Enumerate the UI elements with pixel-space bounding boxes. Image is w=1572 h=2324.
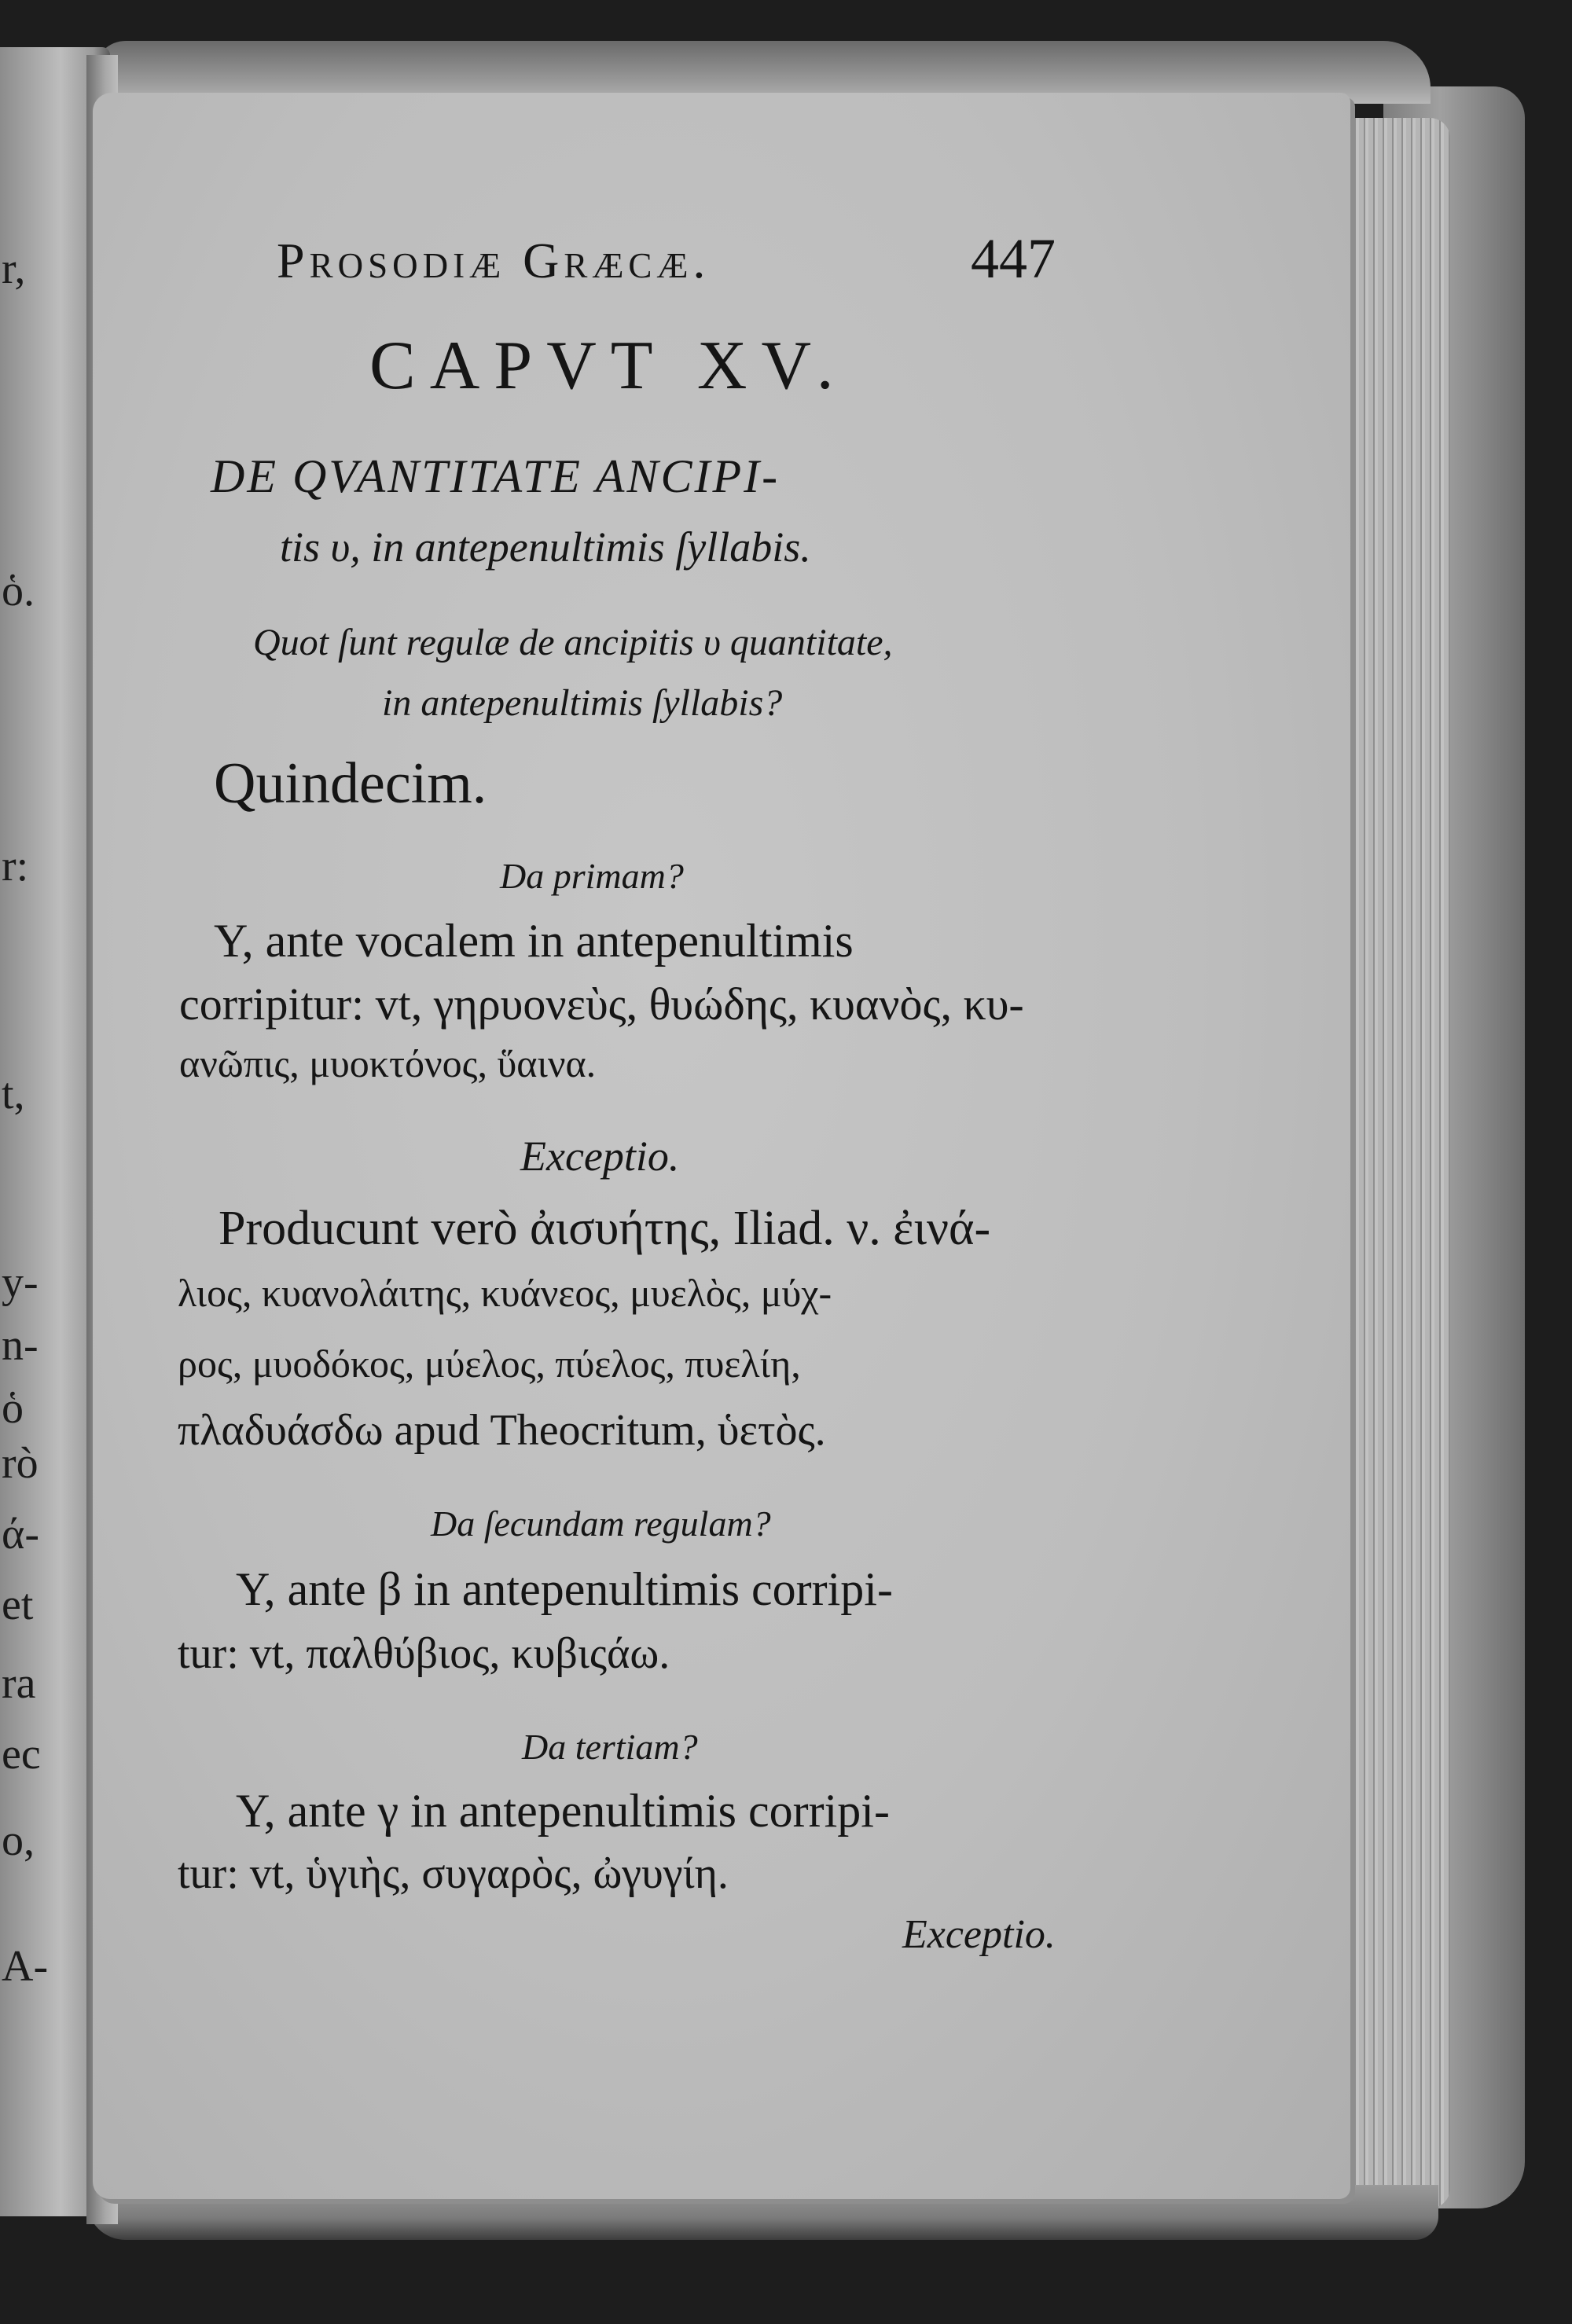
page-number: 447 — [971, 227, 1056, 290]
rule-line: tur: vt, παλθύβιος, κυβιςάω. — [178, 1629, 670, 1678]
left-page-fragment: ὁ — [2, 1384, 24, 1433]
question-line: Da tertiam? — [522, 1727, 698, 1767]
rule-line: Υ, ante vocalem in antepenultimis — [214, 915, 854, 967]
rule-line: corripitur: vt, γηρυονεὺς, θυώδης, κυανὸς, κυ- — [179, 978, 1024, 1030]
left-page-fragment: t, — [2, 1070, 25, 1118]
chapter-title: CAPVT XV. — [369, 328, 848, 404]
exception-heading: Exceptio. — [520, 1133, 680, 1180]
question-line: Da primam? — [500, 856, 684, 896]
left-page-fragment: o, — [2, 1816, 35, 1865]
left-page-fragment: et — [2, 1581, 34, 1629]
left-page-fragment: r, — [2, 244, 26, 293]
exception-line: ρος, μυοδόκος, μύελος, πύελος, πυελίη, — [178, 1342, 801, 1386]
left-page-fragment: y- — [2, 1258, 39, 1307]
rule-line: Υ, ante γ in antepenultimis corripi- — [236, 1785, 890, 1837]
answer-text: Quindecim. — [214, 751, 487, 816]
question-line: Da ſecundam regulam? — [431, 1503, 771, 1544]
exception-line: πλαδυάσδω apud Theocritum, ὑετὸς. — [178, 1406, 826, 1455]
left-page-fragment: rò — [2, 1439, 39, 1488]
catchword: Exceptio. — [902, 1912, 1056, 1957]
exception-line: Producunt verò ἀισυήτης, Iliad. ν. ἐινά- — [219, 1202, 991, 1255]
question-line: in antepenultimis ſyllabis? — [382, 682, 783, 724]
running-head: Prosodiæ Græcæ. — [277, 233, 711, 288]
rule-line: Υ, ante β in antepenultimis corripi- — [236, 1563, 893, 1615]
left-page-fragment: ὁ. — [2, 567, 35, 615]
question-line: Quot ſunt regulæ de ancipitis υ quantitate, — [253, 622, 893, 663]
left-page-fragment: ra — [2, 1659, 36, 1708]
left-page-fragment: ec — [2, 1730, 41, 1779]
left-page-fragment: ά- — [2, 1510, 39, 1559]
left-page-fragment: r: — [2, 842, 29, 890]
rule-line: tur: vt, ὑγιὴς, συγαρὸς, ὠγυγίη. — [178, 1849, 729, 1898]
left-page-fragment: n- — [2, 1321, 39, 1370]
exception-line: λιος, κυανολάιτης, κυάνεος, μυελὸς, μύχ- — [178, 1271, 832, 1315]
section-title-line: tis υ, in antepenultimis ſyllabis. — [280, 523, 811, 571]
rule-line: ανῶπις, μυοκτόνος, ὕαινα. — [179, 1041, 597, 1085]
page-fore-edge — [1340, 118, 1450, 2208]
left-page-fragment: A- — [2, 1942, 49, 1991]
section-title-line: DE QVANTITATE ANCIPI- — [211, 450, 780, 502]
